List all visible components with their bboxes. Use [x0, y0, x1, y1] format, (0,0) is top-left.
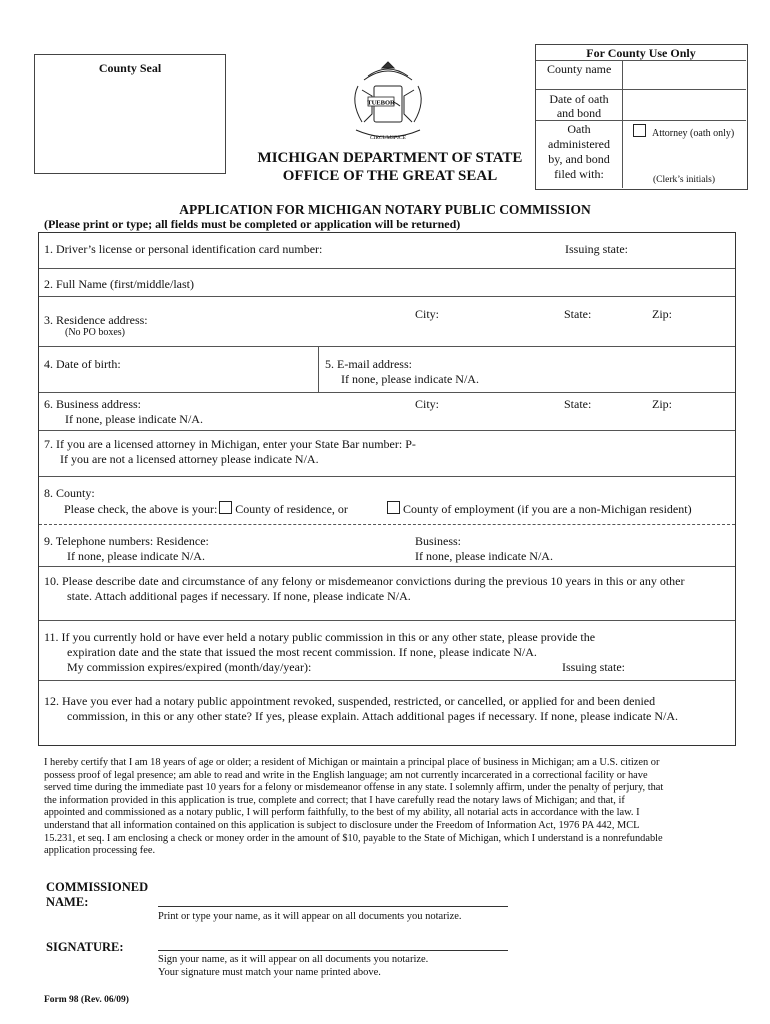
field-4-label: 4. Date of birth: — [44, 357, 121, 371]
county-type-prompt: Please check, the above is your: — [64, 502, 218, 516]
field-8-label: 8. County: — [44, 486, 95, 500]
license-number-input[interactable] — [360, 236, 560, 266]
certification-line: the information provided in this application is true, complete and correct; that I have carefully read the notary laws of Michigan; and that, if — [44, 794, 625, 806]
field-3-label: 3. Residence address: — [44, 313, 148, 327]
certification-line: 15.231, et seq. I am enclosing a check or money order in the amount of $10, payable to the State of Michigan, which I understand is a nonrefundable — [44, 832, 663, 844]
oath-line: Oath — [567, 122, 591, 136]
field-12-label: 12. Have you ever had a notary public appointment revoked, suspended, restricted, or cancelled, or applied for and been denied — [44, 694, 656, 708]
county-name-label: County name — [547, 62, 612, 76]
certification-line: appointed and commissioned as a notary public, I will perform faithfully, to the best of my ability, all notarial acts in accordance with the law. I — [44, 807, 640, 819]
form-id: Form 98 (Rev. 06/09) — [44, 995, 129, 1005]
oath-line: by, and bond — [548, 152, 610, 166]
attorney-checkbox[interactable] — [633, 124, 646, 137]
field-6-label: 6. Business address: — [44, 397, 141, 411]
seal-icon — [338, 56, 438, 146]
county-name-field[interactable] — [624, 61, 745, 89]
date-of-oath-field[interactable] — [624, 90, 745, 120]
field-9-note: If none, please indicate N/A. — [67, 549, 205, 563]
residence-city-label: City: — [415, 307, 440, 321]
field-7-note: If you are not a licensed attorney please indicate N/A. — [60, 452, 319, 466]
full-name-input[interactable] — [220, 270, 730, 294]
field-11-state-label: Issuing state: — [562, 660, 625, 674]
oath-line: filed with: — [554, 167, 604, 181]
certification-line: application processing fee. — [44, 845, 156, 857]
residence-address-input[interactable] — [165, 300, 405, 342]
certification-line: understand that all information contained on this application is subject to disclosure under the Freedom of Information Act, 1976 PA 442, MCL — [44, 819, 640, 831]
commission-expiration-input[interactable] — [355, 658, 555, 676]
application-title: APPLICATION FOR MICHIGAN NOTARY PUBLIC COMMISSION — [179, 202, 591, 217]
county-residence-checkbox[interactable] — [219, 501, 232, 514]
county-employment-option — [385, 501, 692, 517]
business-address-input[interactable] — [160, 396, 405, 428]
signature-hint-2: Your signature must match your name printed above. — [158, 967, 381, 978]
commissioned-name-label-1: COMMISSIONED — [46, 880, 149, 894]
seal-motto: TUEBOR — [367, 99, 395, 107]
field-11-line2: expiration date and the state that issued the most recent commission. If none, please indicate N/A. — [67, 645, 537, 659]
certification-line: possess proof of legal presence; am able to read and write in the English language; am not currently incarcerated in a correctional facility or have — [44, 769, 648, 781]
business-phone-note: If none, please indicate N/A. — [415, 549, 553, 563]
county-residence-label: County of residence, or — [235, 502, 348, 516]
county-seal-box — [34, 54, 226, 174]
date-of-birth-input[interactable] — [140, 350, 310, 388]
clerk-initials-label: (Clerk’s initials) — [652, 175, 715, 185]
business-state-label: State: — [564, 397, 592, 411]
field-5-label: 5. E-mail address: — [325, 357, 412, 371]
email-input[interactable] — [425, 350, 730, 370]
date-of-oath-line: and bond — [556, 106, 602, 120]
field-12-note: commission, in this or any other state? If yes, please explain. Attach additional pages if necessary. If none, please indicate N/A. — [67, 709, 679, 723]
commission-state-input[interactable] — [636, 658, 730, 676]
field-7-label: 7. If you are a licensed attorney in Michigan, enter your State Bar number: P- — [44, 437, 416, 451]
field-3-note: (No PO boxes) — [65, 327, 125, 338]
business-phone-label: Business: — [415, 534, 462, 548]
county-use-title: For County Use Only — [586, 46, 696, 60]
office-title: OFFICE OF THE GREAT SEAL — [282, 168, 498, 184]
business-phone-input[interactable] — [470, 530, 730, 548]
oath-administered-label — [536, 122, 622, 182]
business-city-label: City: — [415, 397, 440, 411]
convictions-input[interactable] — [44, 604, 730, 618]
instruction-text: (Please print or type; all fields must be completed or application will be returned) — [44, 217, 461, 231]
date-of-oath-line: Date of oath — [549, 92, 609, 106]
revocation-explanation-input[interactable] — [44, 724, 730, 742]
residence-zip-label: Zip: — [652, 307, 672, 321]
date-of-oath-label — [536, 92, 622, 120]
certification-line: I hereby certify that I am 18 years of age or older; a resident of Michigan or maintain a principal place of business in Michigan; am a U.S. citizen or — [44, 757, 660, 768]
county-input[interactable] — [110, 480, 730, 498]
field-2-label: 2. Full Name (first/middle/last) — [44, 277, 194, 291]
field-11-line3: My commission expires/expired (month/day/year): — [67, 660, 312, 674]
certification-statement — [44, 757, 734, 858]
field-11-label: 11. If you currently hold or have ever held a notary public commission in this or any other state, please provide the — [44, 630, 596, 644]
michigan-seal-emblem — [338, 56, 438, 146]
county-seal-label: County Seal — [98, 61, 162, 75]
residence-state-label: State: — [564, 307, 592, 321]
county-type-options — [64, 501, 348, 517]
field-1-state-label: Issuing state: — [565, 242, 628, 256]
attorney-option-label: Attorney (oath only) — [652, 128, 735, 139]
field-5-note: If none, please indicate N/A. — [341, 372, 479, 386]
commissioned-name-hint: Print or type your name, as it will appear on all documents you notarize. — [158, 911, 462, 922]
signature-input[interactable] — [158, 934, 508, 951]
signature-hint-1: Sign your name, as it will appear on all documents you notarize. — [158, 954, 429, 965]
signature-label: SIGNATURE: — [46, 940, 124, 954]
field-9-label: 9. Telephone numbers: Residence: — [44, 534, 209, 548]
field-10-label: 10. Please describe date and circumstance of any felony or misdemeanor convictions during the previous 10 years in this or any other — [44, 574, 685, 588]
business-zip-label: Zip: — [652, 397, 672, 411]
oath-line: administered — [548, 137, 610, 151]
seal-ribbon-text: CIRCUMSPICE — [369, 135, 407, 141]
department-title: MICHIGAN DEPARTMENT OF STATE — [257, 150, 523, 166]
commissioned-name-label-2: NAME: — [46, 895, 89, 909]
state-bar-number-input[interactable] — [448, 434, 730, 452]
county-employment-checkbox[interactable] — [387, 501, 400, 514]
residence-phone-input[interactable] — [265, 530, 405, 562]
field-10-note: state. Attach additional pages if necessary. If none, please indicate N/A. — [67, 589, 411, 603]
license-state-input[interactable] — [640, 236, 730, 266]
field-1-label: 1. Driver’s license or personal identification card number: — [44, 242, 323, 256]
attorney-option — [633, 124, 734, 139]
commissioned-name-input[interactable] — [158, 890, 508, 907]
field-6-note: If none, please indicate N/A. — [65, 412, 203, 426]
certification-line: served time during the immediate past 10 years for a felony or misdemeanor offense in any state. I solemnly affirm, under the penalty of perjury, that — [44, 782, 664, 794]
county-employment-label: County of employment (if you are a non-Michigan resident) — [403, 502, 692, 516]
